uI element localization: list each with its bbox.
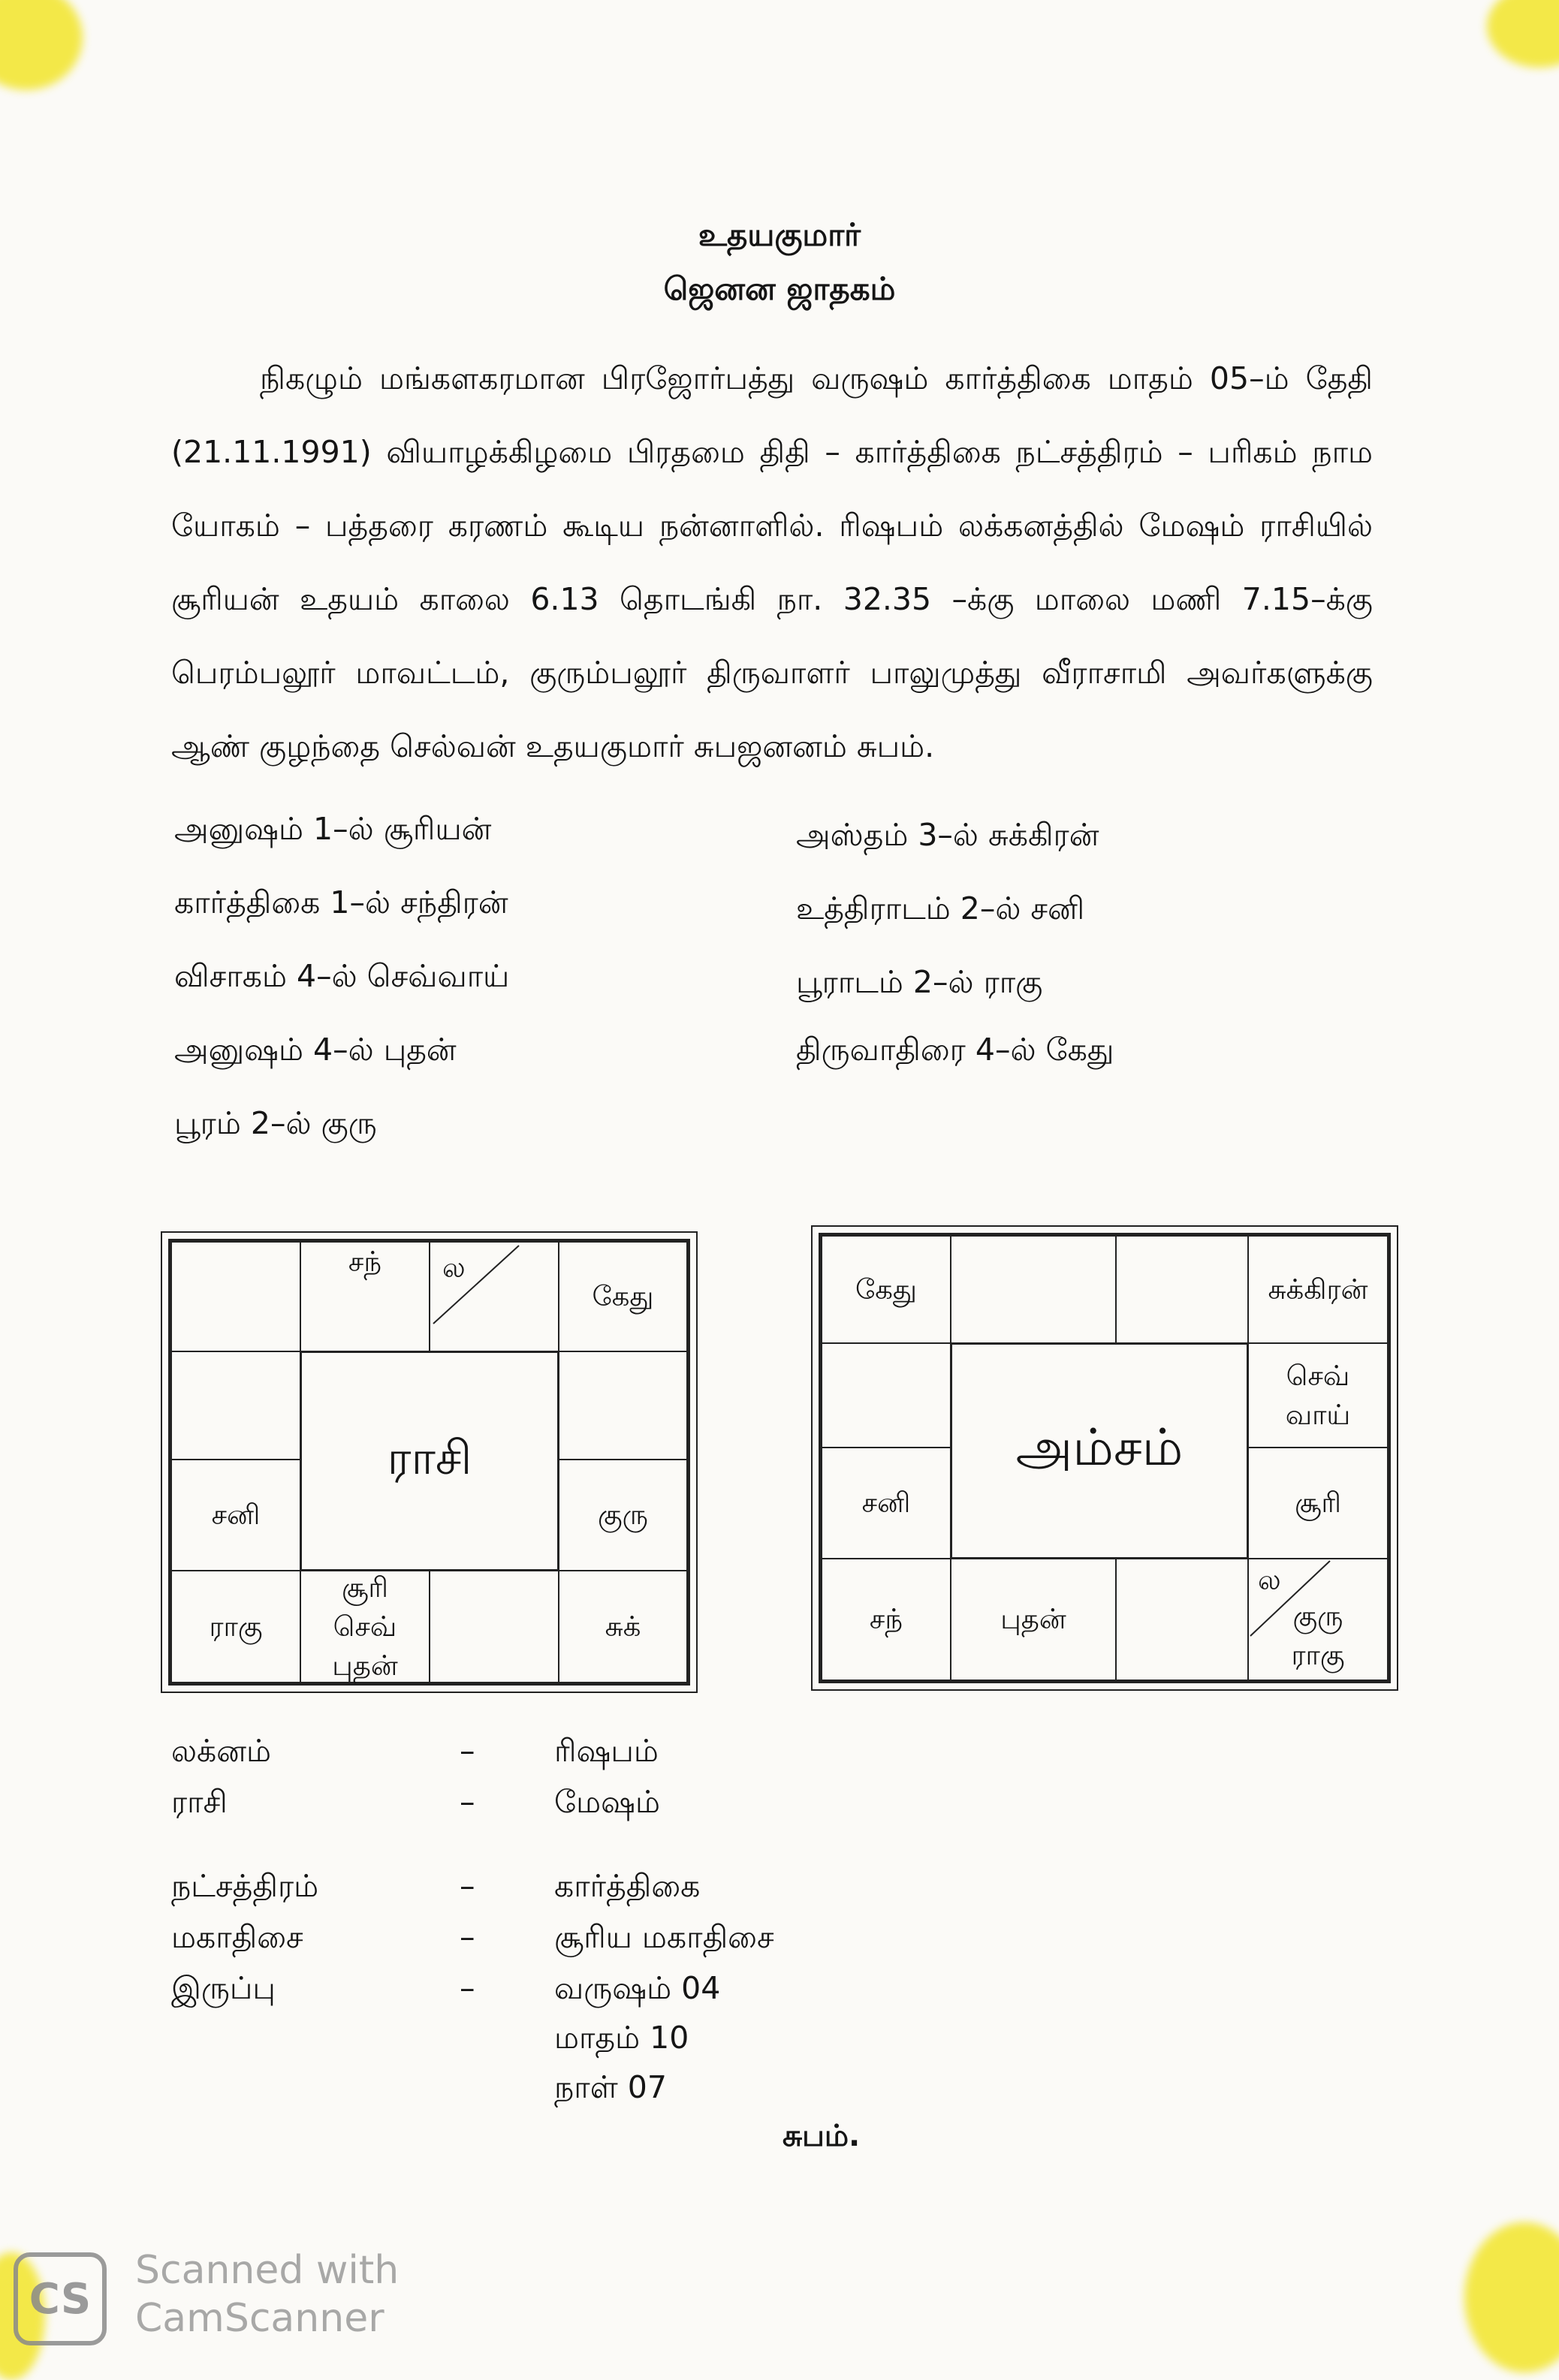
rasi-value: மேஷம்: [554, 1784, 660, 1820]
nakshatra-value: கார்த்திகை: [554, 1868, 701, 1904]
planet-position-right-4: திருவாதிரை 4–ல் கேது: [796, 1032, 1114, 1068]
nakshatra-label: நட்சத்திரம்: [171, 1868, 319, 1904]
amsam-cell-bottom-1: சந்: [821, 1558, 951, 1681]
balance-label: இருப்பு: [171, 1970, 276, 2006]
rasi-cell-bottom-1: ராகு: [170, 1570, 301, 1683]
amsam-cell-top-3: [1115, 1235, 1249, 1344]
balance-months: மாதம் 10: [554, 2020, 689, 2056]
amsam-cell-top-2: [950, 1235, 1117, 1344]
lagnam-value: ரிஷபம்: [554, 1733, 659, 1769]
rasi-dash: –: [460, 1784, 475, 1820]
amsam-cell-bottom-4: குரு ராகு: [1247, 1558, 1389, 1681]
person-name-heading: உதயகுமார்: [698, 216, 861, 253]
balance-days: நாள் 07: [554, 2069, 667, 2105]
balance-years: வருஷம் 04: [554, 1970, 721, 2006]
mahadasa-label: மகாதிசை: [171, 1919, 303, 1955]
amsam-chart: [819, 1233, 1391, 1683]
rasi-cell-right-1: [558, 1351, 688, 1460]
balance-dash: –: [460, 1970, 475, 2006]
rasi-cell-left-2: சனி: [170, 1459, 301, 1571]
lagnam-dash: –: [460, 1733, 475, 1769]
camscanner-logo-icon: CS: [14, 2252, 107, 2345]
planet-position-left-2: கார்த்திகை 1–ல் சந்திரன்: [174, 884, 508, 920]
rasi-cell-top-1: [170, 1241, 301, 1352]
amsam-cell-bottom-2: புதன்: [950, 1558, 1117, 1681]
watermark-line-2: CamScanner: [135, 2296, 384, 2341]
tape-mark-bottom-right: [1464, 2222, 1559, 2372]
amsam-cell-top-4: சுக்கிரன்: [1247, 1235, 1389, 1344]
planet-position-left-5: பூரம் 2–ல் குரு: [174, 1105, 377, 1141]
amsam-cell-bottom-3: [1115, 1558, 1249, 1681]
scanner-watermark-text: [135, 2246, 399, 2342]
rasi-cell-bottom-3: [429, 1570, 559, 1683]
document-title: ஜெனன ஜாதகம்: [663, 270, 896, 307]
rasi-lagna-divider-line: [429, 1241, 559, 1352]
rasi-cell-bottom-4: சுக்: [558, 1570, 688, 1683]
nakshatra-dash: –: [460, 1868, 475, 1904]
tape-mark-top-right: [1487, 0, 1559, 68]
rasi-chart-label: ராசி: [300, 1351, 559, 1571]
tape-mark-top-left: [0, 0, 83, 90]
rasi-chart: [168, 1239, 690, 1686]
amsam-cell-left-2: சனி: [821, 1447, 951, 1559]
rasi-label: ராசி: [171, 1784, 228, 1820]
rasi-cell-top-2: சந்: [300, 1241, 430, 1352]
amsam-cell-left-1: [821, 1342, 951, 1448]
amsam-cell-right-2: சூரி: [1247, 1447, 1389, 1559]
rasi-cell-top-4: கேது: [558, 1241, 688, 1352]
planet-position-right-1: அஸ்தம் 3–ல் சுக்கிரன்: [796, 817, 1099, 853]
amsam-chart-label: அம்சம்: [950, 1342, 1249, 1559]
rasi-cell-left-1: [170, 1351, 301, 1460]
planet-position-left-4: அனுஷம் 4–ல் புதன்: [174, 1032, 457, 1068]
planet-position-right-3: பூராடம் 2–ல் ராகு: [796, 964, 1043, 1000]
intro-paragraph: நிகழும் மங்களகரமான பிரஜோர்பத்து வருஷம் கார்த்திகை மாதம் 05–ம் தேதி (21.11.1991) வியாழக்கிழமை பிரதமை திதி – கார்த்திகை நட்சத்திரம் – பரிகம் நாம யோகம் – பத்தரை கரணம் கூடிய நன்னாளில். ரிஷபம் லக்கனத்தில் மேஷம் ராசியில் சூரியன் உதயம் காலை 6.13 தொடங்கி நா. 32.35 –க்கு மாலை மணி 7.15–க்கு பெரம்பலூர் மாவட்டம், குரும்பலூர் திருவாளர் பாலுமுத்து வீராசாமி அவர்களுக்கு ஆண் குழந்தை செல்வன் உதயகுமார் சுபஜனனம் சுபம்.: [171, 360, 1373, 764]
mahadasa-value: சூரிய மகாதிசை: [554, 1919, 774, 1955]
amsam-lagna-marker: ல: [1258, 1564, 1281, 1596]
rasi-cell-right-2: குரு: [558, 1459, 688, 1571]
amsam-cell-top-1: கேது: [821, 1235, 951, 1344]
amsam-cell-right-1: செவ் வாய்: [1247, 1342, 1389, 1448]
amsam-lagna-divider-line: [1247, 1558, 1389, 1681]
rasi-cell-bottom-2: சூரி செவ் புதன்: [300, 1570, 430, 1683]
planet-position-left-1: அனுஷம் 1–ல் சூரியன்: [174, 811, 492, 847]
planet-position-right-2: உத்திராடம் 2–ல் சனி: [796, 890, 1085, 926]
mahadasa-dash: –: [460, 1919, 475, 1955]
closing-word: சுபம்.: [783, 2119, 861, 2153]
watermark-line-1: Scanned with: [135, 2248, 400, 2293]
rasi-cell-top-3: ல: [429, 1241, 559, 1352]
planet-position-left-3: விசாகம் 4–ல் செவ்வாய்: [174, 958, 510, 994]
lagnam-label: லக்னம்: [171, 1733, 272, 1769]
